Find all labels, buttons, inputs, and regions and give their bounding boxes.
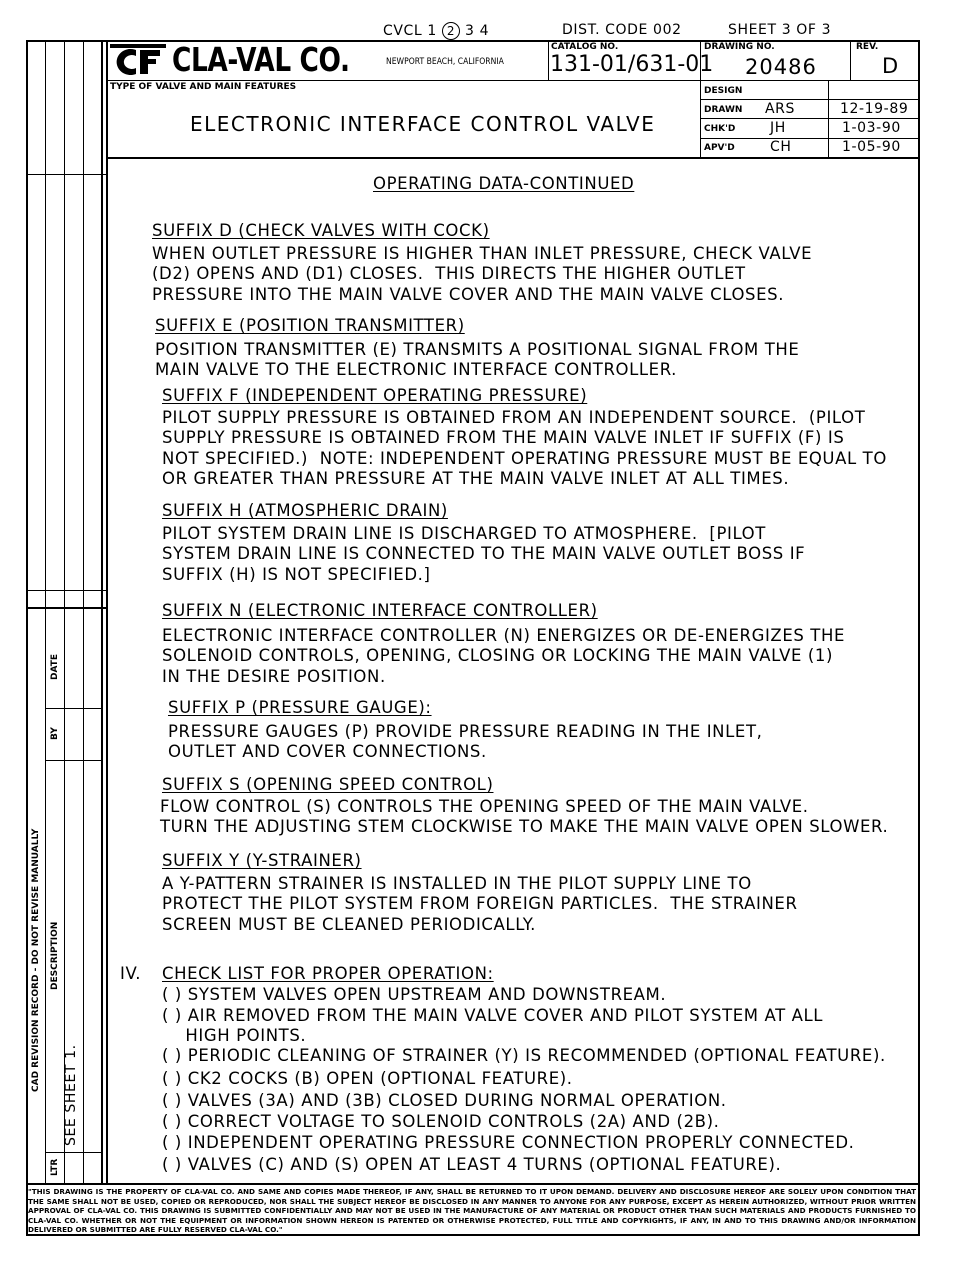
design-label: DESIGN — [704, 86, 743, 96]
section-heading: OPERATING DATA-CONTINUED — [373, 174, 635, 193]
catalog-number: 131-01/631-01 — [550, 52, 714, 77]
suffix-y-text: A Y-PATTERN STRAINER IS INSTALLED IN THE PILOT SUPPLY LINE TO PROTECT THE PILOT SYSTEM FROM FOREIGN PARTICLES. THE STRAINER SCREEN MUST BE CLEANED PERIODICALLY. — [162, 874, 798, 934]
suffix-p-text: PRESSURE GAUGES (P) PROVIDE PRESSURE READING IN THE INLET, OUTLET AND COVER CONNECTIONS. — [168, 722, 763, 762]
checklist-item: ( ) CK2 COCKS (B) OPEN (OPTIONAL FEATURE). — [162, 1069, 573, 1088]
revision-letter: D — [882, 54, 899, 78]
suffix-e-text: POSITION TRANSMITTER (E) TRANSMITS A POSITIONAL SIGNAL FROM THE MAIN VALVE TO THE ELECTRONIC INTERFACE CONTROLLER. — [155, 340, 800, 380]
by-label: BY — [50, 727, 60, 740]
cad-revision-note: CAD REVISION RECORD - DO NOT REVISE MANUALLY — [31, 828, 41, 1092]
cvcl-code — [383, 22, 489, 40]
date-label: DATE — [50, 653, 60, 680]
rev-label: REV. — [856, 42, 879, 52]
checklist-item: ( ) VALVES (3A) AND (3B) CLOSED DURING NORMAL OPERATION. — [162, 1091, 727, 1110]
drawn-by: ARS — [765, 101, 795, 117]
drawn-date: 12-19-89 — [840, 101, 909, 117]
suffix-n-text: ELECTRONIC INTERFACE CONTROLLER (N) ENERGIZES OR DE-ENERGIZES THE SOLENOID CONTROLS, OPENING, CLOSING OR LOCKING THE MAIN VALVE (1) IN THE DESIRE POSITION. — [162, 626, 845, 686]
suffix-n-title: SUFFIX N (ELECTRONIC INTERFACE CONTROLLER) — [162, 601, 598, 620]
suffix-d-text: WHEN OUTLET PRESSURE IS HIGHER THAN INLET PRESSURE, CHECK VALVE (D2) OPENS AND (D1) CLOSES. THIS DIRECTS THE HIGHER OUTLET PRESSURE INTO THE MAIN VALVE COVER AND THE MAIN VALVE CLOSES. — [152, 244, 813, 304]
suffix-h-text: PILOT SYSTEM DRAIN LINE IS DISCHARGED TO ATMOSPHERE. [PILOT SYSTEM DRAIN LINE IS CONNECTED TO THE MAIN VALVE OUTLET BOSS IF SUFFIX (H) IS NOT SPECIFIED.] — [162, 524, 806, 584]
suffix-p-title: SUFFIX P (PRESSURE GAUGE): — [168, 698, 432, 717]
suffix-f-title: SUFFIX F (INDEPENDENT OPERATING PRESSURE) — [162, 386, 588, 405]
approved-date: 1-05-90 — [842, 139, 901, 155]
dist-code: DIST. CODE 002 — [562, 22, 682, 38]
suffix-y-title: SUFFIX Y (Y-STRAINER) — [162, 851, 362, 870]
cvcl-circled: 2 — [442, 22, 460, 40]
checked-label: CHK'D — [704, 124, 736, 134]
suffix-e-title: SUFFIX E (POSITION TRANSMITTER) — [155, 316, 465, 335]
suffix-h-title: SUFFIX H (ATMOSPHERIC DRAIN) — [162, 501, 448, 520]
checklist-item: ( ) VALVES (C) AND (S) OPEN AT LEAST 4 TURNS (OPTIONAL FEATURE). — [162, 1155, 782, 1174]
ltr-label: LTR — [50, 1158, 60, 1176]
company-location: NEWPORT BEACH, CALIFORNIA — [386, 57, 504, 67]
checklist-item: ( ) AIR REMOVED FROM THE MAIN VALVE COVER AND PILOT SYSTEM AT ALL HIGH POINTS. — [162, 1006, 824, 1046]
confidentiality-notice: "THIS DRAWING IS THE PROPERTY OF CLA-VAL CO. AND SAME AND COPIES MADE THEREOF, IF ANY, SHALL BE RETURNED TO IT UPON DEMAND. DELIVERY AND DISCLOSURE HEREOF ARE SOLELY UPON CONDITION THAT THE SAME SHALL NOT BE USED, COPIED OR REPRODUCED, NOR SHALL THE SUBJECT HEREOF BE DISCLOSED IN ANY MANNER TO ANYONE FOR ANY PURPOSE, EXCEPT AS HEREIN AUTHORIZED, WITHOUT PRIOR WRITTEN APPROVAL OF CLA-VAL CO. THIS DRAWING IS SUBMITTED CONFIDENTIALLY AND MAY NOT BE USED IN THE MANUFACTURE OF ANY MATERIAL OR PRODUCT OTHER THAN SUCH MATERIALS AND PRODUCTS FURNISHED TO CLA-VAL CO. WHETHER OR NOT THE EQUIPMENT OR INFORMATION SHOWN HEREON IS PATENTED OR OTHERWISE PROTECTED, FULL TITLE AND COPYRIGHTS, IF ANY, IN AND TO THIS DRAWING AND/OR INFORMATION DELIVERED OR SUBMITTED ARE FULLY RESERVED CLA-VAL CO." — [28, 1187, 916, 1234]
sheet-number: SHEET 3 OF 3 — [728, 22, 832, 38]
type-label: TYPE OF VALVE AND MAIN FEATURES — [110, 82, 297, 92]
cvcl-rest: 3 4 — [465, 23, 490, 39]
checklist-number: IV. — [120, 964, 142, 983]
drawing-title: ELECTRONIC INTERFACE CONTROL VALVE — [190, 112, 656, 136]
checklist-item: ( ) PERIODIC CLEANING OF STRAINER (Y) IS RECOMMENDED (OPTIONAL FEATURE). — [162, 1046, 886, 1065]
drawing-label: DRAWING NO. — [704, 42, 775, 52]
suffix-d-title: SUFFIX D (CHECK VALVES WITH COCK) — [152, 221, 490, 240]
drawn-label: DRAWN — [704, 105, 743, 115]
company-name: CLA-VAL CO. — [172, 40, 350, 79]
checklist-title: CHECK LIST FOR PROPER OPERATION: — [162, 964, 494, 983]
revision-entry: SEE SHEET 1. — [63, 1044, 79, 1146]
checklist-item: ( ) INDEPENDENT OPERATING PRESSURE CONNECTION PROPERLY CONNECTED. — [162, 1133, 855, 1152]
approved-label: APV'D — [704, 143, 735, 153]
company-logo-icon — [110, 44, 166, 80]
checklist-item: ( ) CORRECT VOLTAGE TO SOLENOID CONTROLS (2A) AND (2B). — [162, 1112, 720, 1131]
checked-date: 1-03-90 — [842, 120, 901, 136]
approved-by: CH — [770, 139, 792, 155]
checklist-item: ( ) SYSTEM VALVES OPEN UPSTREAM AND DOWNSTREAM. — [162, 985, 667, 1004]
suffix-s-title: SUFFIX S (OPENING SPEED CONTROL) — [162, 775, 494, 794]
checked-by: JH — [770, 120, 786, 136]
suffix-s-text: FLOW CONTROL (S) CONTROLS THE OPENING SPEED OF THE MAIN VALVE. TURN THE ADJUSTING STEM CLOCKWISE TO MAKE THE MAIN VALVE OPEN SLOWER. — [160, 797, 889, 837]
suffix-f-text: PILOT SUPPLY PRESSURE IS OBTAINED FROM AN INDEPENDENT SOURCE. (PILOT SUPPLY PRESSURE IS OBTAINED FROM THE MAIN VALVE INLET IF SUFFIX (F) IS NOT SPECIFIED.) NOTE: INDEPENDENT OPERATING PRESSURE MUST BE EQUAL TO OR GREATER THAN PRESSURE AT THE MAIN VALVE INLET AT ALL TIMES. — [162, 408, 887, 488]
description-label: DESCRIPTION — [50, 921, 60, 990]
cvcl-label: CVCL 1 — [383, 23, 437, 39]
drawing-number: 20486 — [745, 55, 817, 79]
catalog-label: CATALOG NO. — [551, 42, 619, 52]
